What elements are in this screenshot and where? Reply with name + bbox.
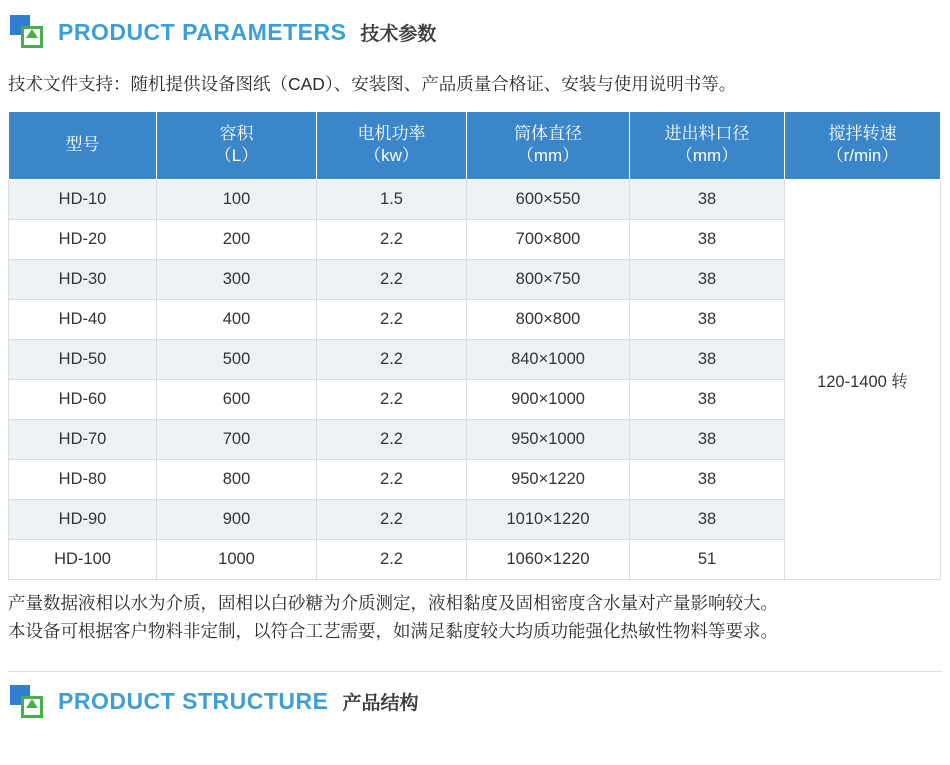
- cell-model: HD-40: [9, 300, 157, 340]
- cell-port: 38: [630, 260, 785, 300]
- footer-title-cn: 产品结构: [342, 693, 419, 715]
- cell-volume: 400: [157, 300, 317, 340]
- column-header-diameter-line2: （mm）: [516, 146, 580, 166]
- cell-volume: 300: [157, 260, 317, 300]
- column-header-port-line2: （mm）: [675, 146, 739, 166]
- column-header-rpm: [785, 111, 941, 180]
- cell-model: HD-30: [9, 260, 157, 300]
- column-header-volume: [157, 111, 317, 180]
- cell-power: 2.2: [317, 380, 467, 420]
- footnote: [0, 580, 950, 644]
- section-heading-product-structure: [0, 672, 950, 718]
- table-header-row: [9, 111, 941, 180]
- cell-rpm-merged: 120-1400 转: [785, 180, 941, 580]
- cell-power: 2.2: [317, 540, 467, 580]
- cell-port: 38: [630, 180, 785, 220]
- column-header-model-line1: 型号: [65, 134, 100, 154]
- cell-volume: 600: [157, 380, 317, 420]
- cell-volume: 900: [157, 500, 317, 540]
- cell-port: 38: [630, 420, 785, 460]
- section-title-cn: 技术参数: [360, 23, 437, 45]
- cell-power: 2.2: [317, 300, 467, 340]
- column-header-power-line1: 电机功率: [357, 123, 426, 143]
- cell-port: 38: [630, 460, 785, 500]
- cell-power: 2.2: [317, 420, 467, 460]
- column-header-diameter-line1: 筒体直径: [514, 123, 582, 143]
- logo-icon: [10, 685, 44, 719]
- cell-diameter: 900×1000: [467, 380, 630, 420]
- cell-power: 2.2: [317, 220, 467, 260]
- cell-port: 38: [630, 220, 785, 260]
- footnote-line-1: 产量数据液相以水为介质，固相以白砂糖为介质测定，液相黏度及固相密度含水量对产量影响较大。: [8, 593, 778, 614]
- cell-model: HD-20: [9, 220, 157, 260]
- column-header-volume-line2: （L）: [214, 146, 259, 166]
- cell-volume: 700: [157, 420, 317, 460]
- table-row: [9, 180, 941, 220]
- cell-power: 2.2: [317, 500, 467, 540]
- column-header-rpm-line2: （r/min）: [826, 146, 899, 166]
- cell-diameter: 600×550: [467, 180, 630, 220]
- cell-volume: 800: [157, 460, 317, 500]
- cell-diameter: 950×1000: [467, 420, 630, 460]
- cell-power: 2.2: [317, 460, 467, 500]
- section-title-en: PRODUCT PARAMETERS: [58, 18, 347, 45]
- cell-volume: 200: [157, 220, 317, 260]
- cell-model: HD-10: [9, 180, 157, 220]
- cell-diameter: 840×1000: [467, 340, 630, 380]
- cell-power: 2.2: [317, 260, 467, 300]
- cell-diameter: 950×1220: [467, 460, 630, 500]
- cell-port: 51: [630, 540, 785, 580]
- cell-diameter: 700×800: [467, 220, 630, 260]
- cell-volume: 1000: [157, 540, 317, 580]
- cell-model: HD-50: [9, 340, 157, 380]
- cell-diameter: 800×800: [467, 300, 630, 340]
- cell-power: 1.5: [317, 180, 467, 220]
- cell-volume: 500: [157, 340, 317, 380]
- cell-power: 2.2: [317, 340, 467, 380]
- cell-port: 38: [630, 300, 785, 340]
- cell-model: HD-80: [9, 460, 157, 500]
- column-header-diameter: [467, 111, 630, 180]
- cell-diameter: 800×750: [467, 260, 630, 300]
- cell-model: HD-90: [9, 500, 157, 540]
- cell-port: 38: [630, 500, 785, 540]
- logo-icon: [10, 15, 44, 49]
- footnote-line-2: 本设备可根据客户物料非定制，以符合工艺需要，如满足黏度较大均质功能强化热敏性物料等要求。: [8, 620, 778, 641]
- column-header-volume-line1: 容积: [219, 123, 254, 143]
- cell-model: HD-70: [9, 420, 157, 460]
- column-header-port: [630, 111, 785, 180]
- intro-text: 技术文件支持：随机提供设备图纸（CAD）、安装图、产品质量合格证、安装与使用说明书等。: [8, 74, 737, 94]
- section-heading-product-parameters: [0, 0, 950, 46]
- cell-model: HD-100: [9, 540, 157, 580]
- cell-diameter: 1060×1220: [467, 540, 630, 580]
- column-header-power-line2: （kw）: [364, 146, 419, 166]
- cell-model: HD-60: [9, 380, 157, 420]
- cell-volume: 100: [157, 180, 317, 220]
- column-header-rpm-line1: 搅拌转速: [828, 123, 897, 143]
- footer-title-en: PRODUCT STRUCTURE: [58, 688, 329, 715]
- column-header-model: [9, 111, 157, 180]
- cell-diameter: 1010×1220: [467, 500, 630, 540]
- cell-port: 38: [630, 340, 785, 380]
- column-header-port-line1: 进出料口径: [664, 123, 750, 143]
- cell-port: 38: [630, 380, 785, 420]
- spec-table: [8, 111, 941, 581]
- column-header-power: [317, 111, 467, 180]
